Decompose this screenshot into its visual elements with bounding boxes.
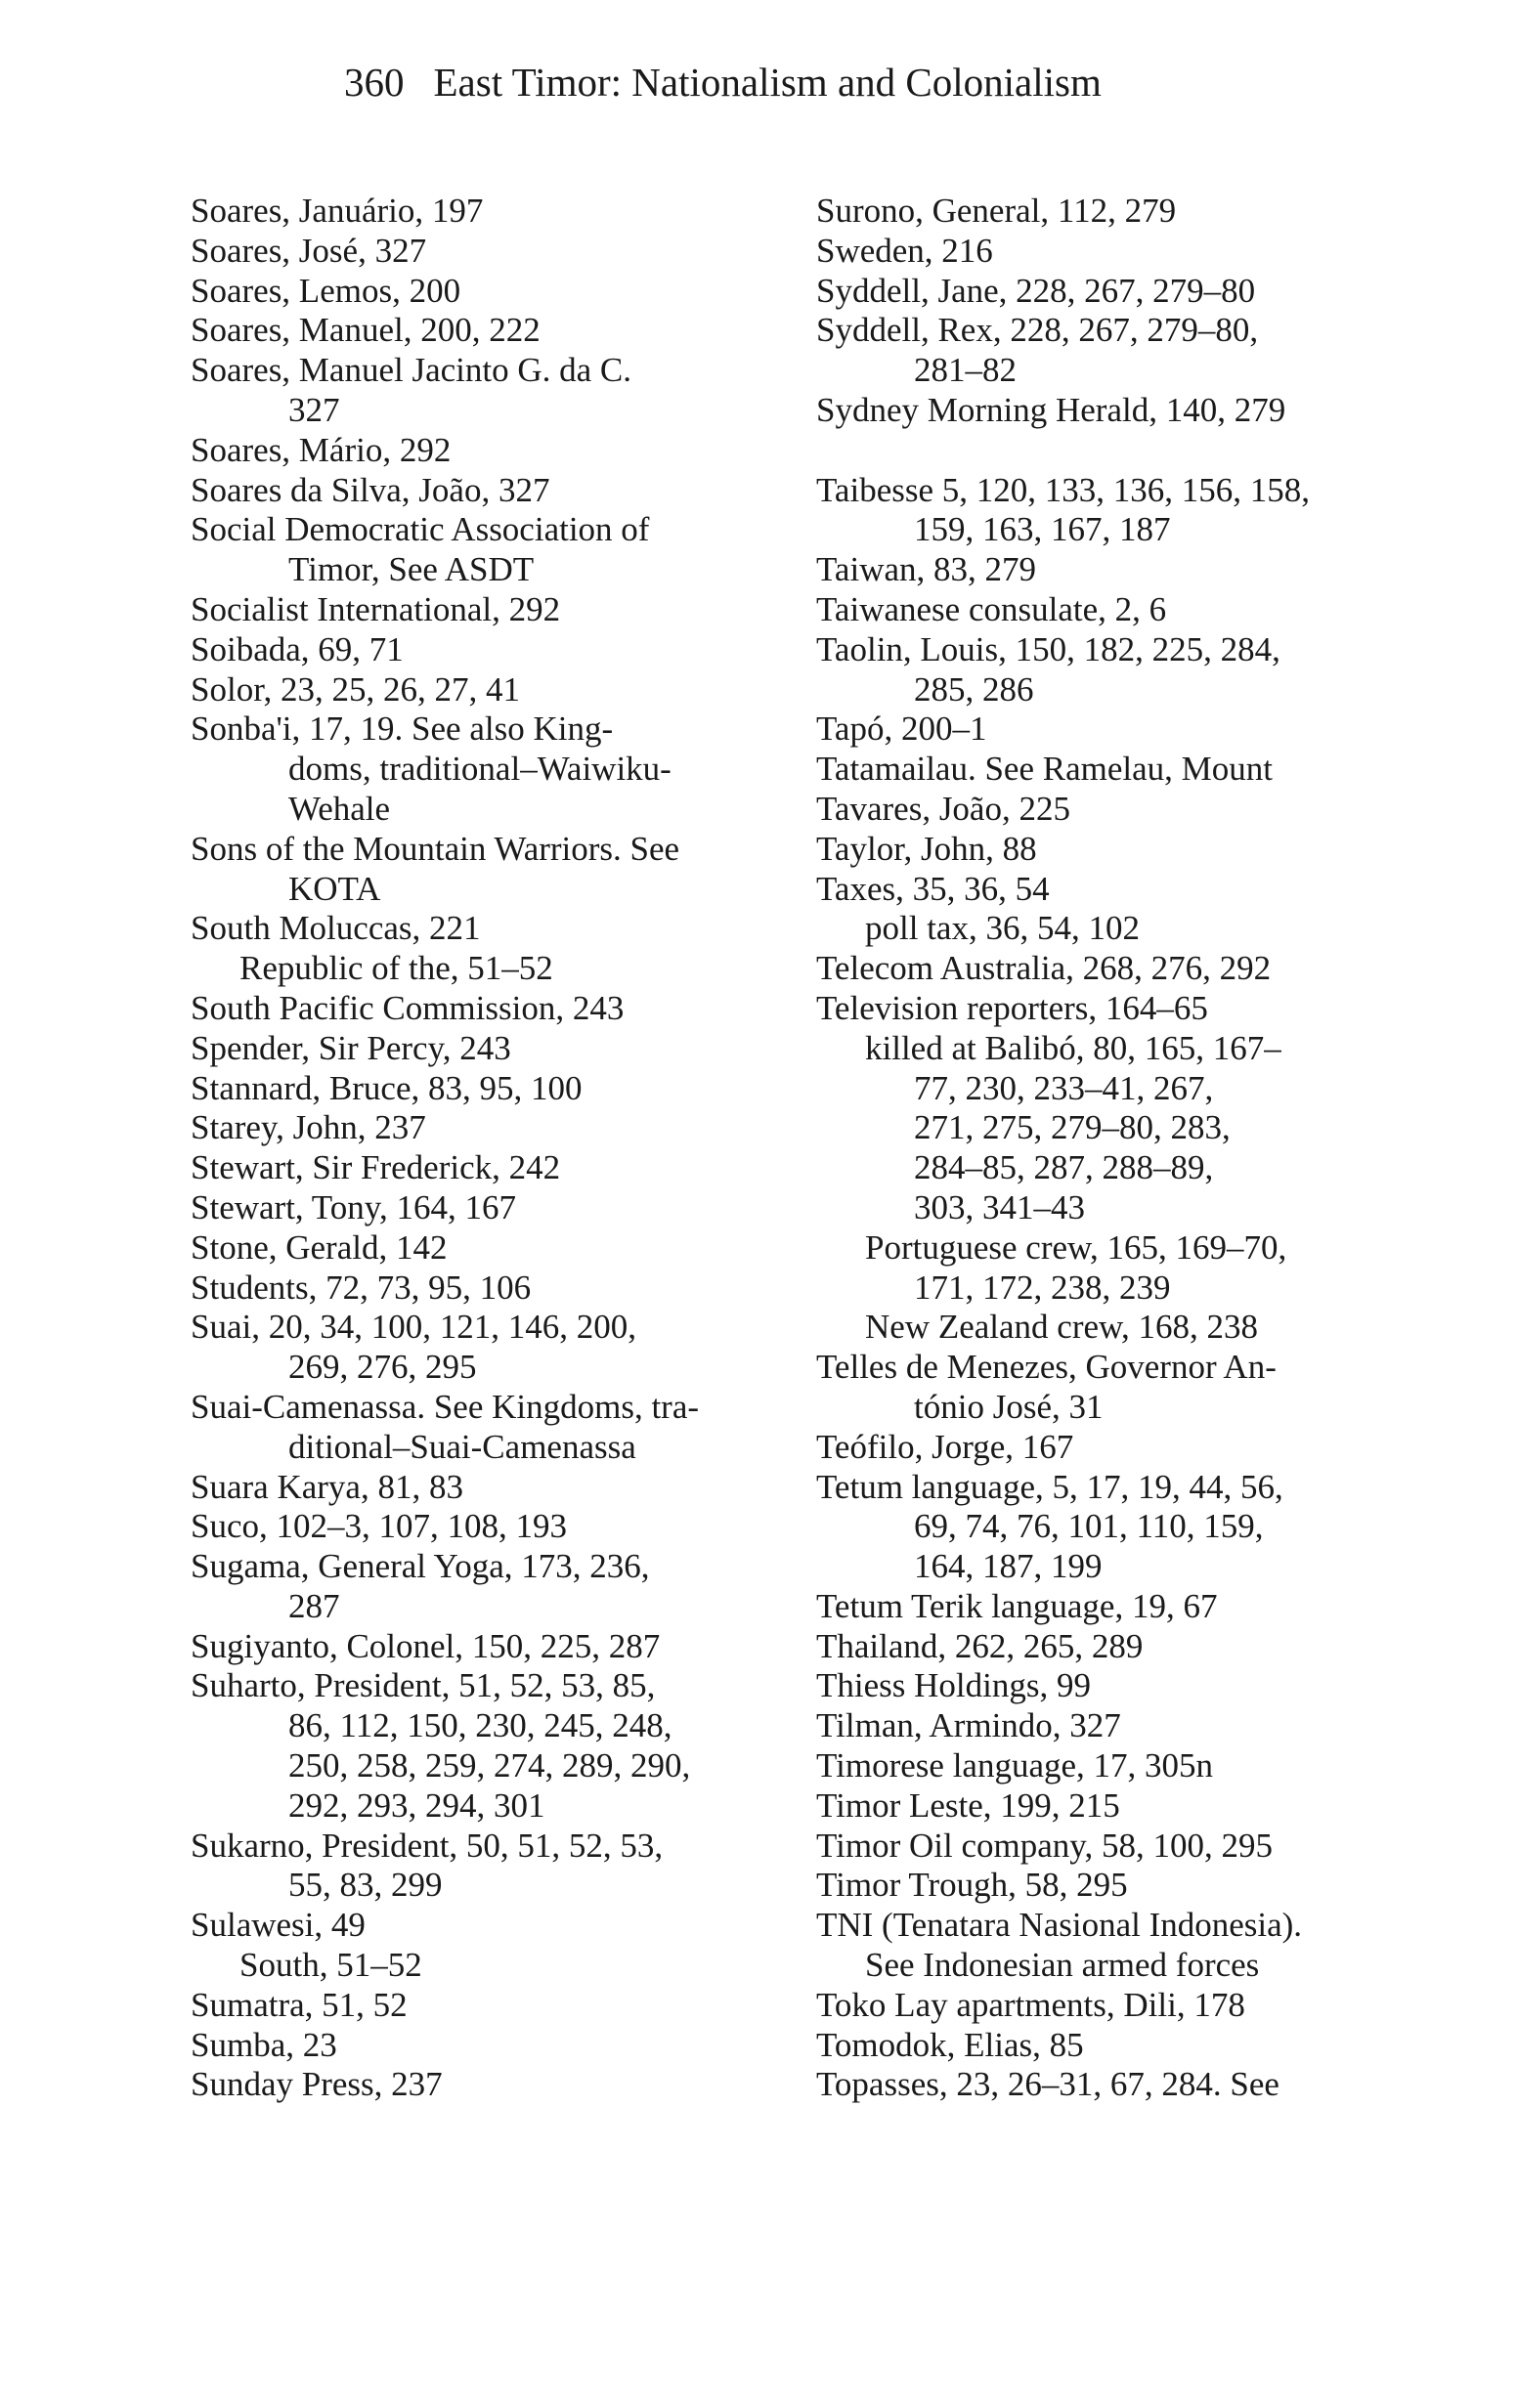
index-entry: South Moluccas, 221: [191, 909, 481, 948]
index-continuation: 285, 286: [914, 669, 1034, 709]
index-entry: Suco, 102–3, 107, 108, 193: [191, 1507, 567, 1546]
index-entry: Soares, Januário, 197: [191, 192, 484, 230]
index-entry: Soares, Mário, 292: [191, 430, 452, 469]
index-entry: Tetum Terik language, 19, 67: [816, 1586, 1218, 1625]
index-entry: Suharto, President, 51, 52, 53, 85,: [191, 1666, 656, 1705]
index-entry: Taolin, Louis, 150, 182, 225, 284,: [816, 629, 1280, 668]
index-entry: Thailand, 262, 265, 289: [816, 1626, 1144, 1665]
page-number: 360: [344, 60, 405, 105]
index-entry: Syddell, Rex, 228, 267, 279–80,: [816, 311, 1259, 350]
index-entry: South Pacific Commission, 243: [191, 988, 625, 1027]
index-entry: Suai-Camenassa. See Kingdoms, tra-: [191, 1387, 700, 1426]
index-entry: Soibada, 69, 71: [191, 629, 404, 668]
index-continuation: Timor, See ASDT: [288, 550, 535, 589]
index-continuation: 77, 230, 233–41, 267,: [914, 1068, 1214, 1107]
index-entry: Sonba'i, 17, 19. See also King-: [191, 710, 614, 749]
index-entry: Taxes, 35, 36, 54: [816, 869, 1050, 908]
index-entry: Taiwan, 83, 279: [816, 550, 1037, 589]
index-continuation: 250, 258, 259, 274, 289, 290,: [288, 1746, 691, 1785]
index-entry: Timor Trough, 58, 295: [816, 1866, 1128, 1905]
index-entry: Sugama, General Yoga, 173, 236,: [191, 1547, 650, 1586]
index-entry: Syddell, Jane, 228, 267, 279–80: [816, 271, 1256, 310]
index-subentry: Portuguese crew, 165, 169–70,: [865, 1227, 1287, 1267]
index-entry: Soares, Manuel, 200, 222: [191, 311, 541, 350]
index-entry: Soares da Silva, João, 327: [191, 470, 550, 509]
index-entry: Stannard, Bruce, 83, 95, 100: [191, 1068, 583, 1107]
index-continuation: Wehale: [288, 789, 391, 828]
index-entry: Solor, 23, 25, 26, 27, 41: [191, 669, 520, 709]
index-entry: Spender, Sir Percy, 243: [191, 1028, 511, 1067]
index-entry: Timorese language, 17, 305n: [816, 1746, 1214, 1785]
index-entry: Telles de Menezes, Governor An-: [816, 1348, 1277, 1387]
index-entry: Sukarno, President, 50, 51, 52, 53,: [191, 1826, 664, 1865]
index-continuation: 303, 341–43: [914, 1187, 1085, 1226]
index-subentry: killed at Balibó, 80, 165, 167–: [865, 1028, 1281, 1067]
index-entry: Students, 72, 73, 95, 106: [191, 1268, 532, 1307]
index-entry: Sugiyanto, Colonel, 150, 225, 287: [191, 1626, 661, 1665]
index-entry: Television reporters, 164–65: [816, 988, 1208, 1027]
index-continuation: ditional–Suai-Camenassa: [288, 1427, 636, 1466]
index-entry: Taiwanese consulate, 2, 6: [816, 589, 1167, 628]
index-entry: Toko Lay apartments, Dili, 178: [816, 1985, 1245, 2024]
index-entry: Sunday Press, 237: [191, 2065, 443, 2104]
index-subentry: Republic of the, 51–52: [239, 949, 553, 988]
index-entry: Sulawesi, 49: [191, 1906, 366, 1945]
index-continuation: 86, 112, 150, 230, 245, 248,: [288, 1706, 672, 1745]
index-continuation: 292, 293, 294, 301: [288, 1785, 545, 1825]
index-entry: Timor Oil company, 58, 100, 295: [816, 1826, 1273, 1865]
index-entry: Topasses, 23, 26–31, 67, 284. See: [816, 2065, 1279, 2104]
index-entry: Taylor, John, 88: [816, 829, 1037, 868]
index-entry: Socialist International, 292: [191, 589, 561, 628]
index-column-right: [816, 192, 1364, 2105]
index-continuation: 171, 172, 238, 239: [914, 1268, 1171, 1307]
index-subentry: New Zealand crew, 168, 238: [865, 1308, 1259, 1347]
index-entry: Stewart, Tony, 164, 167: [191, 1187, 516, 1226]
index-entry: Thiess Holdings, 99: [816, 1666, 1091, 1705]
index-continuation: 69, 74, 76, 101, 110, 159,: [914, 1507, 1264, 1546]
index-continuation: tónio José, 31: [914, 1387, 1104, 1426]
index-subentry: poll tax, 36, 54, 102: [865, 909, 1140, 948]
index-continuation: 284–85, 287, 288–89,: [914, 1148, 1214, 1187]
section-gap: [816, 431, 1364, 471]
index-continuation: 327: [288, 390, 340, 429]
index-entry: Social Democratic Association of: [191, 510, 650, 549]
index-entry: Starey, John, 237: [191, 1108, 426, 1147]
index-entry: Tetum language, 5, 17, 19, 44, 56,: [816, 1467, 1283, 1506]
index-continuation: 271, 275, 279–80, 283,: [914, 1108, 1231, 1147]
index-continuation: 164, 187, 199: [914, 1547, 1103, 1586]
index-entry: Telecom Australia, 268, 276, 292: [816, 949, 1272, 988]
index-entry: Suai, 20, 34, 100, 121, 146, 200,: [191, 1308, 636, 1347]
index-continuation: 269, 276, 295: [288, 1348, 477, 1387]
index-continuation: doms, traditional–Waiwiku-: [288, 750, 672, 789]
index-entry: Tilman, Armindo, 327: [816, 1706, 1121, 1745]
index-entry: Tomodok, Elias, 85: [816, 2025, 1084, 2064]
index-entry: Sumba, 23: [191, 2025, 337, 2064]
index-entry: Surono, General, 112, 279: [816, 192, 1177, 230]
index-entry: Stone, Gerald, 142: [191, 1227, 448, 1267]
index-entry: Sweden, 216: [816, 231, 993, 270]
index-entry: Tapó, 200–1: [816, 710, 987, 749]
index-entry: Teófilo, Jorge, 167: [816, 1427, 1074, 1466]
index-entry: Timor Leste, 199, 215: [816, 1785, 1120, 1825]
index-entry: Soares, Manuel Jacinto G. da C.: [191, 351, 632, 390]
index-entry: Stewart, Sir Frederick, 242: [191, 1148, 561, 1187]
index-entry: Sons of the Mountain Warriors. See: [191, 829, 680, 868]
running-title: East Timor: Nationalism and Colonialism: [433, 60, 1102, 105]
index-column-left: [191, 192, 738, 2105]
index-entry: Tatamailau. See Ramelau, Mount: [816, 750, 1273, 789]
index-entry: Sydney Morning Herald, 140, 279: [816, 390, 1286, 429]
index-entry: TNI (Tenatara Nasional Indonesia).: [816, 1906, 1303, 1945]
index-entry: Soares, Lemos, 200: [191, 271, 461, 310]
index-entry: Sumatra, 51, 52: [191, 1985, 408, 2024]
index-continuation: 287: [288, 1586, 340, 1625]
index-continuation: 55, 83, 299: [288, 1866, 443, 1905]
index-entry: Soares, José, 327: [191, 231, 427, 270]
running-header: [344, 59, 1102, 106]
index-entry: Taibesse 5, 120, 133, 136, 156, 158,: [816, 470, 1311, 509]
index-continuation: KOTA: [288, 869, 381, 908]
index-continuation: 281–82: [914, 351, 1017, 390]
index-entry: Suara Karya, 81, 83: [191, 1467, 463, 1506]
index-entry: Tavares, João, 225: [816, 789, 1070, 828]
index-subentry: South, 51–52: [239, 1946, 422, 1985]
index-continuation: 159, 163, 167, 187: [914, 510, 1171, 549]
index-subentry: See Indonesian armed forces: [865, 1946, 1260, 1985]
